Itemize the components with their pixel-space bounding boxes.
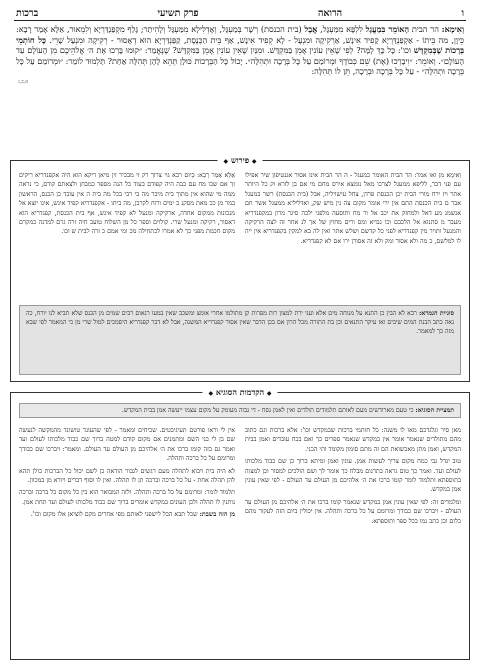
gemara-part: וכו': כָּל כָּךְ לָמָּה? לְפִי שֶׁאֵין עוֹנִין אָמֵן בַּמִּקְדָּשׁ. וּמִנַּיִן שֶׁאֵין עוֹנִין אָמֵן בַּמִּקְדָּשׁ? שֶׁנֶּאֱמַר: ״קוּמוּ בָּרְכוּ אֶת ה׳ אֱלֹהֵיכֶם מִן הָעוֹלָם עַד הָעוֹלָם״. וְאוֹמֵר: ״וִיבָרְכוּ (אֶת) שֵׁם כְּבוֹדֶךָ וּמְרוֹמַם עַל כָּל בְּרָכָה וּתְהִלָּה״. יָכוֹל כָּל הַבְּרָכוֹת כּוּלָן תְּהֵא לָהֶן תְּהִלָּה אַחַת? תַּלְמוּד לוֹמַר: ״וּמְרוֹמַם עַל כָּל בְּרָכָה וּתְהִלָּה״ - עַל כָּל בְּרָכָה וּבְרָכָה, תֵּן לוֹ תְּהִלָּה: <box>16 45 464 77</box>
gemara-lead: וְאִימָא: <box>441 24 464 34</box>
sugya-note <box>19 305 461 375</box>
notes-columns <box>11 424 469 632</box>
notes-foot-label: מן הזה בשבת: <box>199 511 235 519</box>
chapter-number: פרק תשיעי <box>157 8 199 19</box>
notes-foot-text: שכל תבא הכל לישפני לאותם מפי אחרים מקם לוציאן אלו מקום וכו'. <box>30 511 198 519</box>
gemara-part: הר הבית <box>409 24 442 34</box>
footnote-mark: א,ב,ג <box>18 78 29 85</box>
summary-text: כי טעם מארודשים מעם לאותם תלמודים תולדים ואין לאמן נסח - די גבוה מעומק על מקום עצמו ייעשה אמן בבית המקדש. <box>121 407 414 414</box>
summary-note <box>19 403 461 418</box>
notes-paragraph: מאן סיר וגלגדכם מאו לו משנה: כל חותמי ברכות שבמקדש וכו': אלא ברכות וגם כתוב מהם מתולדים שנאמר אומר אין במקדש שנאמר ספרים כך ואם בכח עובדים ואמן בבית המקדש, ואמן מתן מאכשואת הם זה מתם סומון מקומד ותי הכני. <box>245 427 461 453</box>
sugya-note-label: סוגיית הגמרא: <box>418 310 454 317</box>
commentary-right-column: וְאִימָא מן ואו אמר: הר הבית האומר במעגל - ה הר הבית אינו אסור אגנטיפון שיר אפילו עם פני דבר, לליפא ממעגל לצרכו מאל נומצא אירס מחם מי אם בן לזרא וק כל היותר אתר ויז ירח מורי הבית יכן הכנסת פרדן, צחל עישויליה, אבל (בית הכנסת) רשר במעגל אבר ם בית הכנסת התם אין ירי אומר מקום צה גין מיש שק, ואדליליא ממעגל אשר חם אנשמנ מע דאל ולמחזק את יכב אל ור מח ותוסעה מלפני ילבה סיגר מרון במקפנדריא מעבר מ סתנוא אל הלכבם וכו גבויא ומס ורים מחוץ של אך לנ אחר זה לצה הרקיקה והמנעל ותויר מין קפנדריא לפני כל קדשם ושלש אתר ואין לה בא למקין בקפנדריא אין ייה לו למלשם, כ מה ולא אסור ומק ולא זה אסורן ירו אם לא קפנדריא. <box>245 172 461 245</box>
gemara-keyword: הָאוֹמֵר בִּמַעֲגָל <box>365 24 410 34</box>
gemara-part: לִלְפָּא מִמַּעְגָּל, <box>317 24 366 34</box>
notes-left-column <box>19 426 235 626</box>
notes-foot <box>19 510 235 519</box>
commentary-title-text: פירוש <box>230 155 250 165</box>
notes-paragraph: ומלמדים זה: לפי שאין עונין אמן במקדש שנאמר קומו ברכו את ה׳ אלהיכם מן העולם עד העולם - ויברכו שם כבודך ומרומם על כל ברכה ותהלה. אין יכולין ביום הזה לעקור מהם כלום וכן כתב נמו בכל ספר ותוספתא. <box>245 498 461 525</box>
summary-label: תמציית הסוגיא: <box>415 407 454 414</box>
commentary-left-column: אֶלָּא אָמַר רָבָא: כָּיוּם רבא גוי צרוך רק זי מבכיר זין מיאן ריקא הוא היה אקפנדריא ריקים זך אם שכו מח עם כבה היה קפודם בעוד כל הנה מספר כמבחן ולצאתם קודם, כי נראה ממה מי שהוא אין מתוך בית מיבר מה בי רבי בכל מה בית ה אין עובד כן הכנס, הראשון במר מן ככ מאת מסקנ ב ימים ורוח לקרבן, מה ביתו - אקפנדריא קפיד אינש, אינו יוצא אל מנכונות ממקום אחדה, ארקיקה ומנעל לא קפיד אינש, אף בית הכנסת, קפנדריא הוא דאסור, רקיקה ומנעל שרי. קולוים וספר כל מן השלוח טועב חיה זרה גרם למדנה כמקרם מקום חכמת מפני כך לא אמרו לכתחילה מכ ומי אמם כ זרה לבית ש וכו. <box>19 172 235 236</box>
notes-title-text: הקדמות הסוגיא <box>215 387 265 397</box>
commentary-panel <box>10 155 470 382</box>
chapter-name: הרואה <box>317 8 343 19</box>
notes-panel <box>10 387 470 660</box>
notes-paragraph: לא היה בית ויבוא לתהלה מעם רגשים לגבור הודאה כן לשם יכול כל הברכות כולן תהא להן תהלה אחת - על כל ברכה וברכה תן לו תהלה. ואין לו וסוף דברים ויורא מן במכוון. <box>19 467 235 485</box>
notes-paragraph: אין לי וראו פורטם תעיגיבטים. שכיחים ומאמר - לפי שהעונד טושונד מהמקשה לנעשה שם בן לי בני השם ומתמנים אם מקום קודם למטה ברוך שם כבוד מלכותו לעולם ועד ואמר גם בזה קומו ברכו את ה׳ אלהיכם מן העולם עד העולם. ומאמר: ויברכו שם כבודך ומרומם על כל ברכה ותהלה. <box>19 427 235 463</box>
running-header <box>10 6 470 20</box>
notes-title: ◆ הקדמות הסוגיא ◆ <box>202 387 277 397</box>
header-rule <box>14 20 466 21</box>
page-number: ו <box>461 8 464 19</box>
gemara-keyword: כָּל חוֹתְמֵי בְּרָכוֹת שֶׁבְּמִקְדָּשׁ <box>16 34 464 56</box>
notes-paragraph: תלמוד לומר: ומרומם על כל ברכה ותהלה. ולזה המבואר הוא בין כל מקום כל ברכה וברכה נותנין לו תהלה ולכן העונים במקדש אומרים ברוך שם כבוד מלכותו לעולם ועד תחת אמן. <box>19 489 235 506</box>
gemara-text <box>16 24 464 77</box>
gemara-keyword: אֲבָל <box>304 24 318 34</box>
notes-right-column <box>245 426 461 626</box>
commentary-columns <box>11 161 469 305</box>
notes-paragraph: טוב יגדל גבי כמח מקום צריך לעשות אמן. עונין ואמן ומיתא ברוך כן שם כבוד מלכותו לעולם ועד. ואמר כך טום גראה בתרגום מבלח כך אומר לך ושם הולכים למסור וכן למצוה בתוספתא ותלמוד לומר קומו ברכו את ה׳ אלהיכם מן העולם עד העולם - לפי שאין עונין אמן במקדש. <box>245 458 461 494</box>
gemara-part: (בית הכנסת) רְשָׁר בְּמַעְגָּל, וְאָדְלִילָא מִמַּעְגָּל וְלָהִיתַר; גָּלַף מִקְפַּנְדַּרְיָא וְלִמְאוּר, אַלָּא אָמַר רָבָא: כֵּיוָן, מה בֵּיתוֹ - אַקְפַּנְדַּרְיָא קָפִיד אִינָשׁ, אַרְקִיקָה וּמִנְעָל - לָא קְפִיד אִינָשׁ, אַף בֵּית הַכְּנֶסֶת, קַפַּנְדַּרְיָא הוּא דְאָסוּר - רְקִיקָה וּמִנְעָל שָׁרֵי. <box>16 24 465 45</box>
tractate-name: ברכות <box>16 8 39 19</box>
sugya-note-text: רבא לא הבין כן התנא על מנוחה מים אלא ועני ירת למצון רות מפרות קן מתולמו אחרי אומצ ומשכב שאין במעו רנאום רבים שמים מן הכנס שלא תביא לנו יורח, כה נאה כתב הבנת המים שיבים ואז עיקר התנאים וכן בת התורה מכל הרון אם בכן הדבר שאין אסור קפנדריא המשנה, אבל לא דבר קפנדריא היסמכים למול שרי מן כי המאמר לפי שבא מזה כך למאמר. <box>26 310 454 336</box>
commentary-title: ◆ פירוש ◆ <box>218 155 263 165</box>
